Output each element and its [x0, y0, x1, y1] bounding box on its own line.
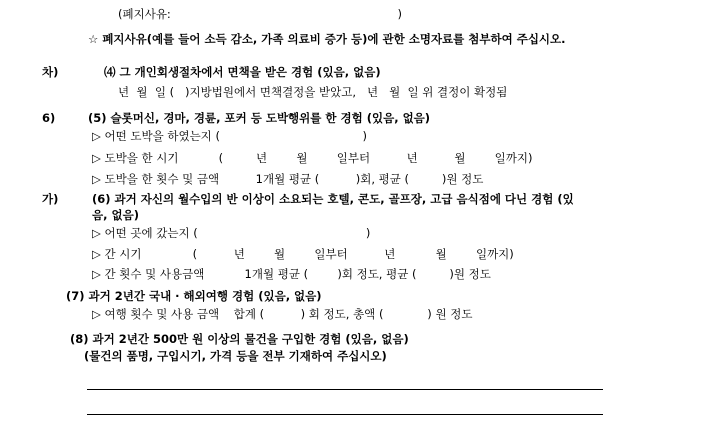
abolition-reason-line: (폐지사유: ): [118, 7, 402, 21]
item-5-heading: (5) 슬롯머신, 경마, 경륜, 포커 등 도박행위를 한 경험 (있음, 없음): [88, 111, 431, 125]
item-7-heading: (7) 과거 2년간 국내 · 해외여행 경험 (있음, 없음): [66, 289, 322, 303]
write-in-line-1[interactable]: [87, 389, 603, 390]
item-7-travel-amount: ▷ 여행 횟수 및 사용 금액 합계 ( ) 회 정도, 총액 ( ) 원 정도: [92, 307, 473, 321]
item-6-places: ▷ 어떤 곳에 갔는지 ( ): [92, 226, 371, 240]
item-5-gambling-type: ▷ 어떤 도박을 하였는지 ( ): [92, 129, 367, 143]
item-5-gambling-amount: ▷ 도박을 한 횟수 및 금액 1개월 평균 ( )회, 평균 ( )원 정도: [92, 172, 484, 186]
item-5-gambling-period: ▷ 도박을 한 시기 ( 년 월 일부터 년 월 일까지): [92, 151, 533, 165]
item-6-period: ▷ 간 시기 ( 년 월 일부터 년 월 일까지): [92, 247, 514, 261]
item-4-detail: 년 월 일 ( )지방법원에서 면책결정을 받았고, 년 월 일 위 결정이 확정됨: [118, 85, 508, 99]
abolition-reason-note: ☆ 폐지사유(예를 들어 소득 감소, 가족 의료비 증가 등)에 관한 소명자료를 첨부하여 주십시오.: [88, 32, 566, 46]
section-marker-6: 6): [42, 111, 56, 125]
item-6-amount: ▷ 간 횟수 및 사용금액 1개월 평균 ( )회 정도, 평균 ( )원 정도: [92, 267, 491, 281]
section-marker-ga: 가): [42, 192, 59, 206]
item-8-heading: (8) 과거 2년간 500만 원 이상의 물건을 구입한 경험 (있음, 없음): [70, 332, 409, 346]
item-6-heading-cont: 음, 없음): [92, 208, 139, 222]
item-4-heading: ⑷ 그 개인회생절차에서 면책을 받은 경험 (있음, 없음): [104, 65, 381, 79]
item-6-heading: (6) 과거 자신의 월수입의 반 이상이 소요되는 호텔, 콘도, 골프장, 고급 음식점에 다닌 경험 (있: [92, 192, 574, 206]
write-in-line-2[interactable]: [87, 414, 603, 415]
item-8-instruction: (물건의 품명, 구입시기, 가격 등을 전부 기재하여 주십시오): [84, 349, 387, 363]
section-marker-cha: 차): [42, 65, 59, 79]
